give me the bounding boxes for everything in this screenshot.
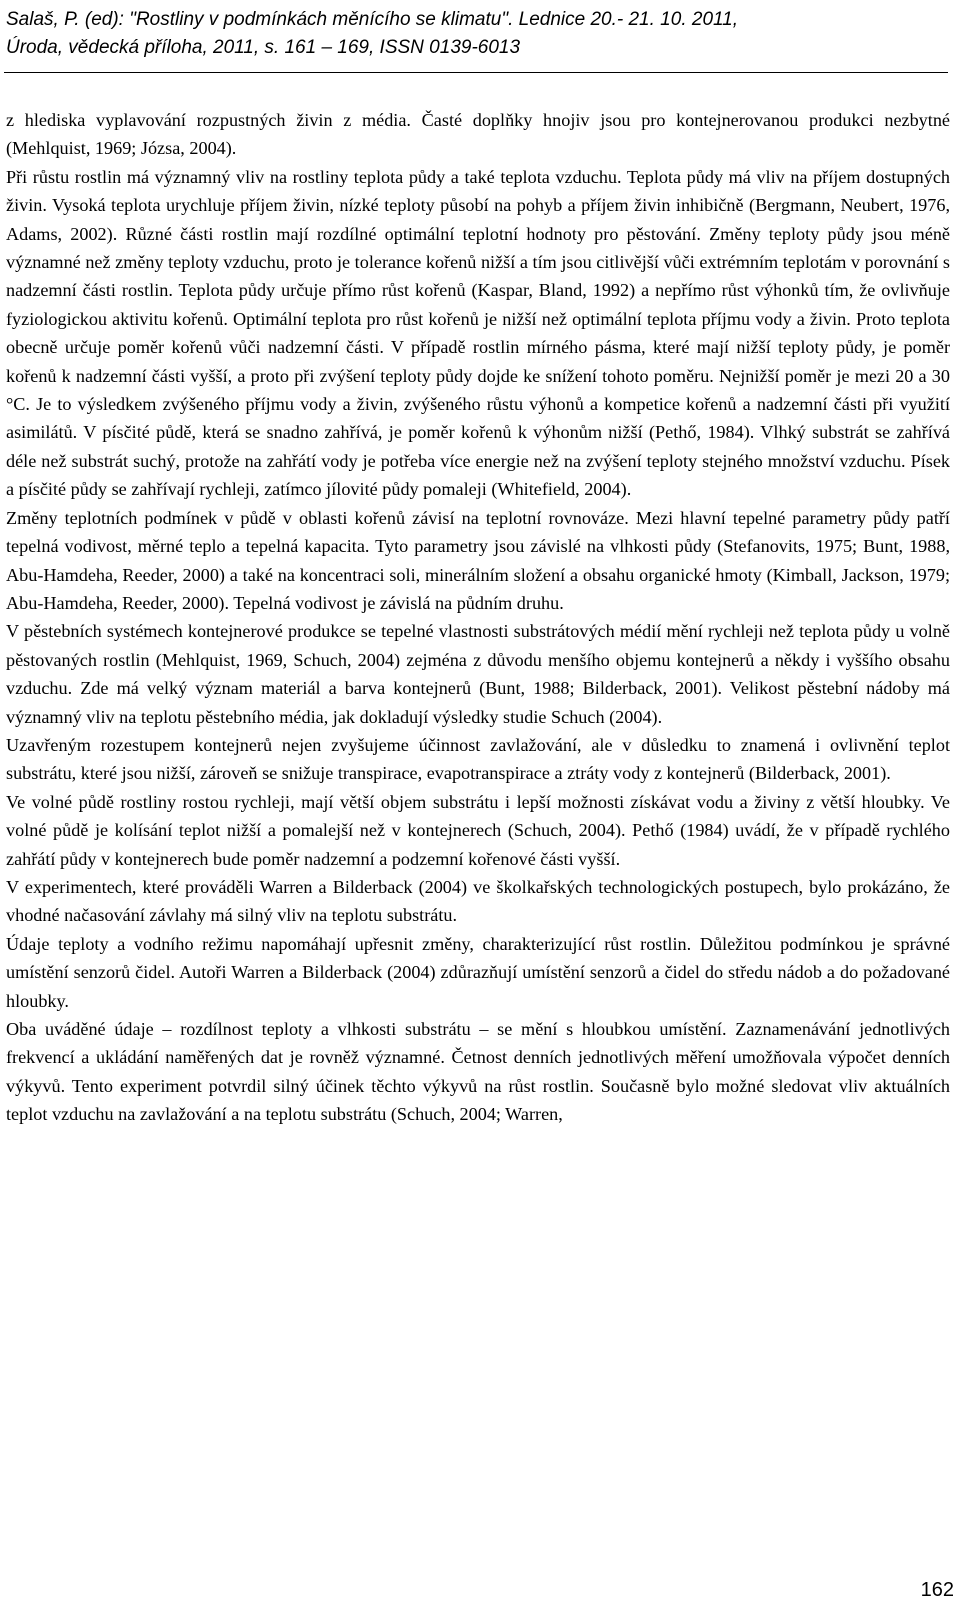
header-line-1: Salaš, P. (ed): "Rostliny v podmínkách měnícího se klimatu". Lednice 20.- 21. 10. 2011, [6, 9, 739, 30]
running-header [6, 6, 946, 62]
body-text [6, 106, 950, 1129]
header-divider [4, 72, 948, 73]
page-number: 162 [920, 1579, 954, 1601]
paragraph-1: z hlediska vyplavování rozpustných živin z média. Časté doplňky hnojiv jsou pro kontejnerovanou produkci nezbytné (Mehlquist, 1969; Józsa, 2004). [6, 110, 950, 159]
paragraph-2: Při růstu rostlin má významný vliv na rostliny teplota půdy a také teplota vzduchu. Teplota půdy má vliv na příjem dostupných živin. Vysoká teplota urychluje příjem živin, nízké teploty působí na pohyb a příjem živin inhibičně (Bergmann, Neubert, 1976, Adams, 2002). Různé části rostlin mají rozdílné optimální teplotní hodnoty pro pěstování. Změny teploty půdy jsou méně významné než změny teploty vzduchu, proto je tolerance kořenů nižší a tím jsou citlivější vůči extrémním teplotám v porovnání s nadzemní části rostlin. Teplota půdy určuje přímo růst kořenů (Kaspar, Bland, 1992) a nepřímo růst výhonků tím, že ovlivňuje fyziologickou aktivitu kořenů. Optimální teplota pro růst kořenů je nižší než optimální teplota příjmu vody a živin. Proto teplota obecně určuje poměr kořenů vůči nadzemní části. V případě rostlin mírného pásma, které mají nižší teploty půdy, je poměr kořenů k nadzemní části vyšší, a proto při zvýšení teploty půdy dojde ke snížení tohoto poměru. Nejnižší poměr je mezi 20 a 30 °C. Je to výsledkem zvýšeného příjmu vody a živin, zvýšeného růstu výhonů a kompetice kořenů a nadzemní části při využití asimilátů. V písčité půdě, která se snadno zahřívá, je poměr kořenů k výhonům nižší (Pethő, 1984). Vlhký substrát se zahřívá déle než substrát suchý, protože na zahřátí vody je potřeba více energie než na zvýšení teploty stejného množství vzduchu. Písek a písčité půdy se zahřívají rychleji, zatímco jílovité půdy pomaleji (Whitefield, 2004). [6, 166, 950, 500]
paragraph-7: V experimentech, které prováděli Warren a Bilderback (2004) ve školkařských technologických postupech, bylo prokázáno, že vhodné načasování závlahy má silný vliv na teplotu substrátu. [6, 876, 950, 926]
paragraph-3: Změny teplotních podmínek v půdě v oblasti kořenů závisí na teplotní rovnováze. Mezi hlavní tepelné parametry půdy patří tepelná vodivost, měrné teplo a tepelná kapacita. Tyto parametry jsou závislé na vlhkosti půdy (Stefanovits, 1975; Bunt, 1988, Abu-Hamdeha, Reeder, 2000) a také na koncentraci soli, minerálním složení a obsahu organické hmoty (Kimball, Jackson, 1979; Abu-Hamdeha, Reeder, 2000). Tepelná vodivost je závislá na půdním druhu. [6, 507, 950, 613]
paragraph-4: V pěstebních systémech kontejnerové produkce se tepelné vlastnosti substrátových médií mění rychleji než teplota půdy u volně pěstovaných rostlin (Mehlquist, 1969, Schuch, 2004) zejména z důvodu menšího objemu kontejnerů a někdy i vyššího obsahu vzduchu. Zde má velký význam materiál a barva kontejnerů (Bunt, 1988; Bilderback, 2001). Velikost pěstební nádoby má významný vliv na teplotu pěstebního média, jak dokladují výsledky studie Schuch (2004). [6, 621, 950, 727]
paragraph-5: Uzavřeným rozestupem kontejnerů nejen zvyšujeme účinnost zavlažování, ale v důsledku to znamená i ovlivnění teplot substrátu, které jsou nižší, zároveň se snižuje transpirace, evapotranspirace a ztráty vody z kontejnerů (Bilderback, 2001). [6, 734, 950, 784]
paragraph-6: Ve volné půdě rostliny rostou rychleji, mají větší objem substrátu i lepší možnosti získávat vodu a živiny z větší hloubky. Ve volné půdě je kolísání teplot nižší a pomalejší než v kontejnerech (Schuch, 2004). Pethő (1984) uvádí, že v případě rychlého zahřátí půdy v kontejnerech bude poměr nadzemní a podzemní kořenové části vyšší. [6, 791, 950, 869]
paragraph-8: Údaje teploty a vodního režimu napomáhají upřesnit změny, charakterizující růst rostlin. Důležitou podmínkou je správné umístění senzorů čidel. Autoři Warren a Bilderback (2004) zdůrazňují umístění senzorů a čidel do středu nádob a do požadované hloubky. [6, 933, 950, 1011]
paragraph-9: Oba uváděné údaje – rozdílnost teploty a vlhkosti substrátu – se mění s hloubkou umístění. Zaznamenávání jednotlivých frekvencí a ukládání naměřených dat je rovněž významné. Četnost denních jednotlivých měření umožňovala výpočet denních výkyvů. Tento experiment potvrdil silný účinek těchto výkyvů na růst rostlin. Současně bylo možné sledovat vliv aktuálních teplot vzduchu na zavlažování a na teplotu substrátu (Schuch, 2004; Warren, [6, 1019, 950, 1125]
header-line-2: Úroda, vědecká příloha, 2011, s. 161 – 169, ISSN 0139-6013 [6, 37, 521, 58]
